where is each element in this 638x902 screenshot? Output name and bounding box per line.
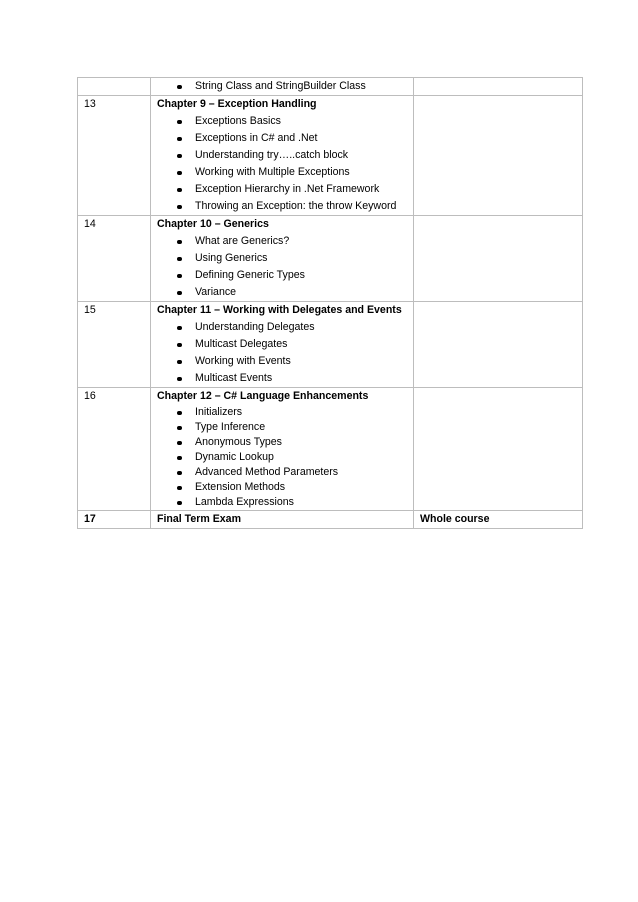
chapter-title: Chapter 9 – Exception Handling	[157, 98, 317, 110]
table-row	[78, 388, 583, 511]
topic-list	[157, 319, 413, 387]
list-item: Understanding try…..catch block	[157, 147, 413, 164]
reference-cell	[414, 78, 583, 96]
week-cell: 14	[78, 216, 151, 302]
topic-list	[157, 233, 413, 301]
week-cell: 15	[78, 302, 151, 388]
reference-cell	[414, 96, 583, 216]
week-cell: 16	[78, 388, 151, 511]
list-item: Throwing an Exception: the throw Keyword	[157, 198, 413, 215]
topic-cell	[151, 96, 414, 216]
topic-list	[157, 405, 413, 510]
reference-cell	[414, 388, 583, 511]
list-item: Exceptions Basics	[157, 113, 413, 130]
reference-cell	[414, 216, 583, 302]
reference-cell	[414, 302, 583, 388]
table-row	[78, 96, 583, 216]
table-row	[78, 78, 583, 96]
week-cell: 17	[78, 511, 151, 529]
list-item: Initializers	[157, 405, 413, 420]
topic-cell	[151, 216, 414, 302]
list-item: Dynamic Lookup	[157, 450, 413, 465]
list-item: Working with Multiple Exceptions	[157, 164, 413, 181]
chapter-title: Chapter 10 – Generics	[157, 218, 269, 230]
list-item: Extension Methods	[157, 480, 413, 495]
course-schedule-table	[77, 77, 583, 529]
chapter-title: Chapter 11 – Working with Delegates and Events	[157, 304, 402, 316]
list-item: Lambda Expressions	[157, 495, 413, 510]
list-item: Working with Events	[157, 353, 413, 370]
week-cell: 13	[78, 96, 151, 216]
list-item: Type Inference	[157, 420, 413, 435]
list-item: Defining Generic Types	[157, 267, 413, 284]
table-row	[78, 302, 583, 388]
list-item: String Class and StringBuilder Class	[157, 78, 413, 95]
list-item: Using Generics	[157, 250, 413, 267]
reference-cell: Whole course	[414, 511, 583, 529]
list-item: Advanced Method Parameters	[157, 465, 413, 480]
list-item: Anonymous Types	[157, 435, 413, 450]
list-item: Understanding Delegates	[157, 319, 413, 336]
list-item: Exception Hierarchy in .Net Framework	[157, 181, 413, 198]
table-row	[78, 216, 583, 302]
list-item: What are Generics?	[157, 233, 413, 250]
topic-cell	[151, 78, 414, 96]
list-item: Exceptions in C# and .Net	[157, 130, 413, 147]
chapter-title: Chapter 12 – C# Language Enhancements	[157, 390, 369, 402]
topic-list	[157, 78, 413, 95]
topic-cell	[151, 302, 414, 388]
topic-cell: Final Term Exam	[151, 511, 414, 529]
topic-list	[157, 113, 413, 215]
week-cell	[78, 78, 151, 96]
list-item: Multicast Events	[157, 370, 413, 387]
list-item: Multicast Delegates	[157, 336, 413, 353]
topic-cell	[151, 388, 414, 511]
list-item: Variance	[157, 284, 413, 301]
table-row	[78, 511, 583, 529]
